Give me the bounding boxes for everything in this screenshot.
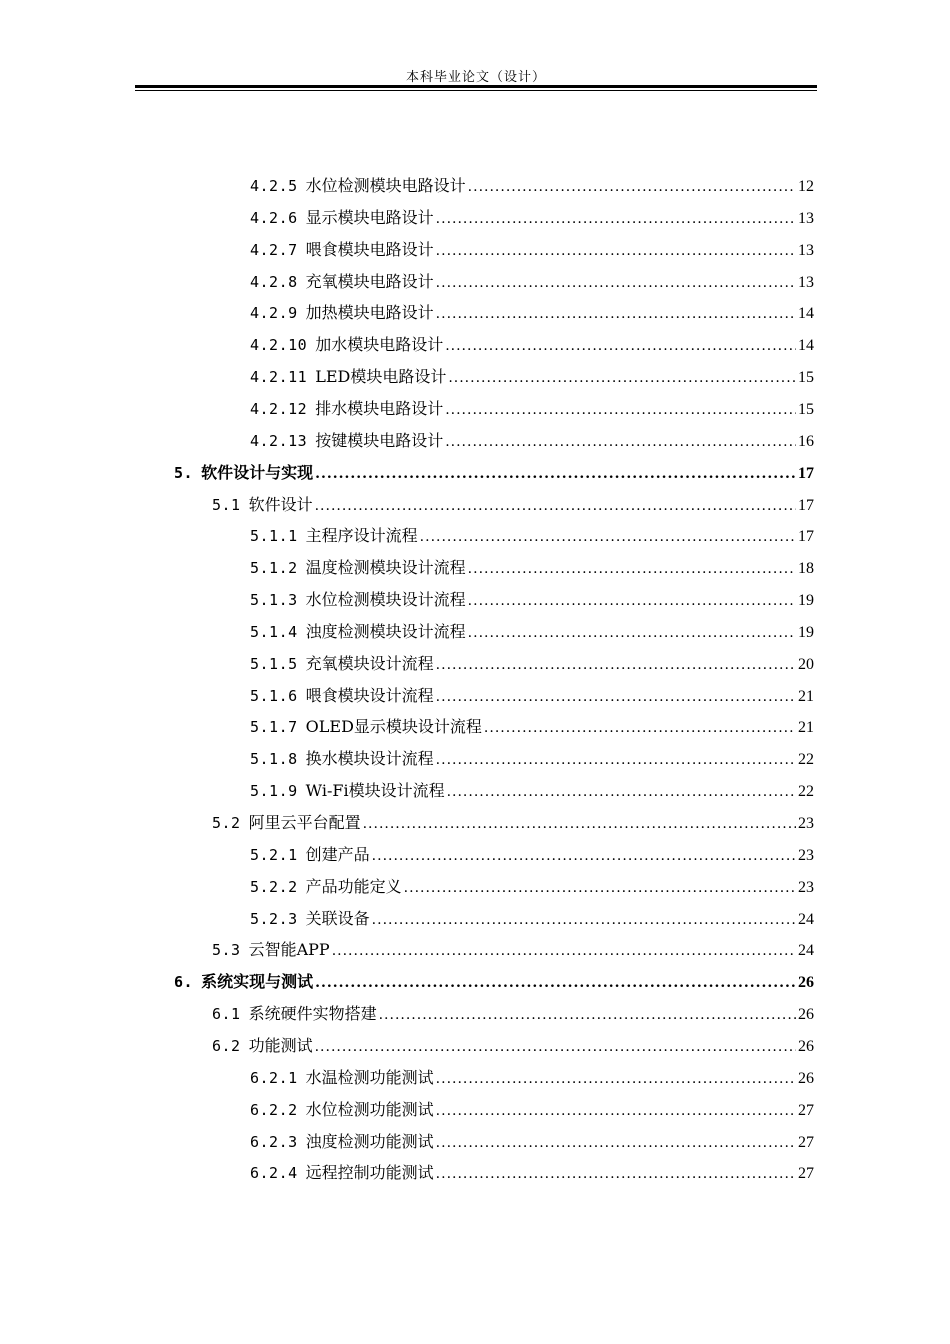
toc-entry[interactable] — [250, 839, 814, 871]
toc-entry-title: 关联设备 — [305, 908, 370, 928]
toc-entry-page: 14 — [798, 337, 814, 355]
toc-entry-title: 水温检测功能测试 — [305, 1067, 434, 1087]
toc-entry[interactable] — [250, 616, 814, 648]
toc-entry[interactable] — [250, 743, 814, 775]
toc-entry-number: 5.1.3 — [250, 591, 298, 610]
toc-entry-number: 5.1.9 — [250, 782, 298, 801]
toc-leader-dots — [445, 329, 796, 362]
toc-entry[interactable] — [250, 903, 814, 935]
toc-entry-number: 4.2.8 — [250, 272, 298, 291]
toc-entry[interactable] — [212, 807, 814, 839]
toc-entry-title: OLED显示模块设计流程 — [305, 717, 482, 737]
toc-entry-number: 6.2.1 — [250, 1068, 298, 1087]
toc-entry[interactable] — [250, 425, 814, 457]
toc-entry-title: 水位检测模块电路设计 — [305, 176, 466, 195]
toc-entry-title: 按键模块电路设计 — [315, 430, 444, 450]
toc-entry[interactable] — [212, 998, 814, 1030]
toc-entry-number: 4.2.13 — [250, 431, 308, 450]
toc-leader-dots — [445, 393, 796, 426]
page-header-title: 本科毕业论文（设计） — [405, 70, 546, 85]
toc-entry-title: 主程序设计流程 — [305, 526, 418, 546]
toc-entry-title: 充氧模块设计流程 — [305, 653, 434, 673]
toc-leader-dots — [436, 1062, 796, 1095]
toc-entry[interactable] — [174, 457, 814, 489]
toc-entry-page: 20 — [798, 655, 814, 673]
toc-entry-page: 24 — [798, 942, 814, 960]
toc-entry-title: Wi-Fi模块设计流程 — [305, 781, 445, 801]
toc-entry-title: 水位检测模块设计流程 — [305, 590, 466, 610]
toc-entry[interactable] — [250, 234, 814, 266]
toc-entry-page: 26 — [798, 1006, 814, 1024]
toc-entry-number: 4.2.6 — [250, 208, 298, 227]
toc-entry[interactable] — [250, 202, 814, 234]
toc-entry[interactable] — [250, 1094, 814, 1126]
toc-entry-page: 22 — [798, 751, 814, 769]
toc-entry-number: 4.2.11 — [250, 368, 308, 387]
toc-entry-number: 5.2.3 — [250, 909, 298, 928]
toc-leader-dots — [436, 266, 796, 299]
toc-entry-page: 17 — [798, 464, 814, 482]
toc-leader-dots — [332, 934, 796, 967]
toc-entry[interactable] — [250, 520, 814, 552]
toc-leader-dots — [436, 202, 796, 235]
toc-entry-page: 15 — [798, 369, 814, 387]
toc-entry-page: 24 — [798, 910, 814, 928]
toc-entry-page: 13 — [798, 209, 814, 227]
toc-leader-dots — [468, 616, 796, 649]
toc-entry-page: 14 — [798, 305, 814, 323]
toc-entry-number: 5.1.8 — [250, 750, 298, 769]
toc-entry-title: 显示模块电路设计 — [305, 207, 434, 227]
toc-entry-number: 5.1.5 — [250, 654, 298, 673]
toc-entry-page: 23 — [798, 846, 814, 864]
toc-entry-title: 产品功能定义 — [305, 876, 402, 896]
toc-leader-dots — [315, 489, 796, 522]
toc-entry-title: 阿里云平台配置 — [248, 813, 361, 832]
toc-entry-number: 4.2.7 — [250, 240, 298, 259]
toc-leader-dots — [436, 680, 796, 713]
toc-entry-title: 系统硬件实物搭建 — [248, 1004, 377, 1024]
toc-entry-title: 软件设计 — [248, 494, 313, 514]
toc-entry-title: 加水模块电路设计 — [315, 335, 444, 355]
toc-entry-number: 6.2.2 — [250, 1100, 298, 1119]
toc-entry[interactable] — [250, 170, 814, 202]
toc-entry-number: 5.3 — [212, 941, 241, 960]
toc-entry-number: 6.2 — [212, 1036, 241, 1055]
toc-entry-title: 创建产品 — [305, 844, 370, 864]
toc-entry-title: 水位检测功能测试 — [305, 1099, 434, 1119]
toc-entry-page: 21 — [798, 719, 814, 737]
toc-entry-number: 5.1.7 — [250, 718, 298, 737]
toc-leader-dots — [420, 520, 796, 553]
toc-entry-title: 喂食模块电路设计 — [305, 239, 434, 259]
toc-entry[interactable] — [174, 966, 814, 998]
toc-entry-page: 13 — [798, 241, 814, 259]
toc-entry-number: 4.2.9 — [250, 304, 298, 323]
toc-entry-page: 19 — [798, 623, 814, 641]
toc-entry[interactable] — [250, 329, 814, 361]
toc-entry-page: 15 — [798, 400, 814, 418]
toc-leader-dots — [448, 361, 796, 394]
toc-entry-title: 充氧模块电路设计 — [305, 271, 434, 291]
toc-leader-dots — [379, 998, 796, 1031]
toc-entry-number: 5.1 — [212, 495, 241, 514]
toc-entry[interactable] — [250, 361, 814, 393]
toc-entry-title: 排水模块电路设计 — [315, 398, 444, 418]
toc-entry-number: 5.2.1 — [250, 845, 298, 864]
toc-entry-page: 18 — [798, 560, 814, 578]
toc-leader-dots — [436, 297, 796, 330]
toc-entry-number: 6.2.3 — [250, 1132, 298, 1151]
toc-entry-page: 13 — [798, 273, 814, 291]
toc-leader-dots — [315, 966, 796, 999]
toc-leader-dots — [468, 584, 796, 617]
toc-entry-page: 23 — [798, 878, 814, 896]
toc-leader-dots — [436, 1126, 796, 1159]
toc-entry-number: 4.2.10 — [250, 336, 308, 355]
toc-entry-number: 5.1.1 — [250, 527, 298, 546]
toc-leader-dots — [372, 839, 796, 872]
toc-entry-page: 21 — [798, 687, 814, 705]
toc-entry-page: 12 — [798, 178, 814, 195]
toc-leader-dots — [315, 457, 796, 490]
toc-entry-page: 23 — [798, 815, 814, 832]
toc-leader-dots — [436, 1094, 796, 1127]
toc-entry-number: 5.2 — [212, 814, 241, 832]
toc-leader-dots — [436, 1157, 796, 1190]
toc-leader-dots — [445, 425, 796, 458]
toc-entry-page: 26 — [798, 974, 814, 992]
toc-entry[interactable] — [250, 552, 814, 584]
toc-entry[interactable] — [250, 648, 814, 680]
toc-entry-title: 浊度检测模块设计流程 — [305, 621, 466, 641]
toc-leader-dots — [436, 234, 796, 267]
toc-entry[interactable] — [212, 489, 814, 521]
toc-leader-dots — [363, 807, 796, 840]
toc-entry[interactable] — [212, 1030, 814, 1062]
toc-entry[interactable] — [212, 934, 814, 966]
header-rule-thin — [135, 90, 817, 91]
toc-entry-number: 5.1.6 — [250, 686, 298, 705]
toc-entry-number: 4.2.5 — [250, 177, 298, 195]
toc-entry-title: 换水模块设计流程 — [305, 749, 434, 769]
toc-entry-number: 6.2.4 — [250, 1164, 298, 1183]
toc-entry[interactable] — [250, 584, 814, 616]
toc-entry-page: 27 — [798, 1165, 814, 1183]
toc-entry[interactable] — [250, 711, 814, 743]
toc-leader-dots — [315, 1030, 796, 1063]
toc-leader-dots — [468, 552, 796, 585]
toc-leader-dots — [447, 775, 796, 808]
toc-leader-dots — [372, 903, 796, 936]
toc-entry-page: 16 — [798, 432, 814, 450]
toc-entry[interactable] — [250, 1126, 814, 1158]
toc-entry-title: 加热模块电路设计 — [305, 303, 434, 323]
toc-entry[interactable] — [250, 871, 814, 903]
toc-entry-title: 软件设计与实现 — [201, 462, 314, 482]
toc-entry-title: LED模块电路设计 — [315, 367, 447, 387]
toc-entry-number: 6. — [174, 973, 194, 992]
toc-leader-dots — [404, 871, 796, 904]
toc-entry[interactable] — [250, 393, 814, 425]
toc-entry-page: 19 — [798, 592, 814, 610]
toc-leader-dots — [436, 743, 796, 776]
toc-entry[interactable] — [250, 680, 814, 712]
toc-entry-page: 26 — [798, 1069, 814, 1087]
toc-entry-title: 浊度检测功能测试 — [305, 1131, 434, 1151]
toc-entry-number: 5. — [174, 463, 194, 482]
header-rule-thick — [135, 85, 817, 88]
toc-leader-dots — [484, 711, 796, 744]
toc-entry-number: 6.1 — [212, 1005, 241, 1024]
toc-entry-title: 远程控制功能测试 — [305, 1163, 434, 1183]
toc-entry-page: 22 — [798, 783, 814, 801]
toc-entry-page: 17 — [798, 496, 814, 514]
toc-leader-dots — [436, 648, 796, 681]
toc-entry-number: 5.1.4 — [250, 622, 298, 641]
toc-entry-page: 27 — [798, 1101, 814, 1119]
toc-entry-page: 27 — [798, 1133, 814, 1151]
toc-entry[interactable] — [250, 266, 814, 298]
toc-entry-title: 系统实现与测试 — [201, 972, 314, 992]
toc-entry-title: 功能测试 — [248, 1035, 313, 1055]
toc-entry-page: 17 — [798, 528, 814, 546]
toc-entry-number: 5.2.2 — [250, 877, 298, 896]
toc-entry[interactable] — [250, 1062, 814, 1094]
toc-leader-dots — [468, 170, 796, 203]
toc-entry-number: 5.1.2 — [250, 559, 298, 578]
toc-entry-title: 云智能APP — [248, 940, 330, 960]
toc-entry-title: 温度检测模块设计流程 — [305, 558, 466, 578]
toc-entry-page: 26 — [798, 1037, 814, 1055]
toc-entry[interactable] — [250, 775, 814, 807]
toc-entry[interactable] — [250, 297, 814, 329]
toc-entry-number: 4.2.12 — [250, 399, 308, 418]
toc-entry[interactable] — [250, 1157, 814, 1189]
toc-entry-title: 喂食模块设计流程 — [305, 685, 434, 705]
